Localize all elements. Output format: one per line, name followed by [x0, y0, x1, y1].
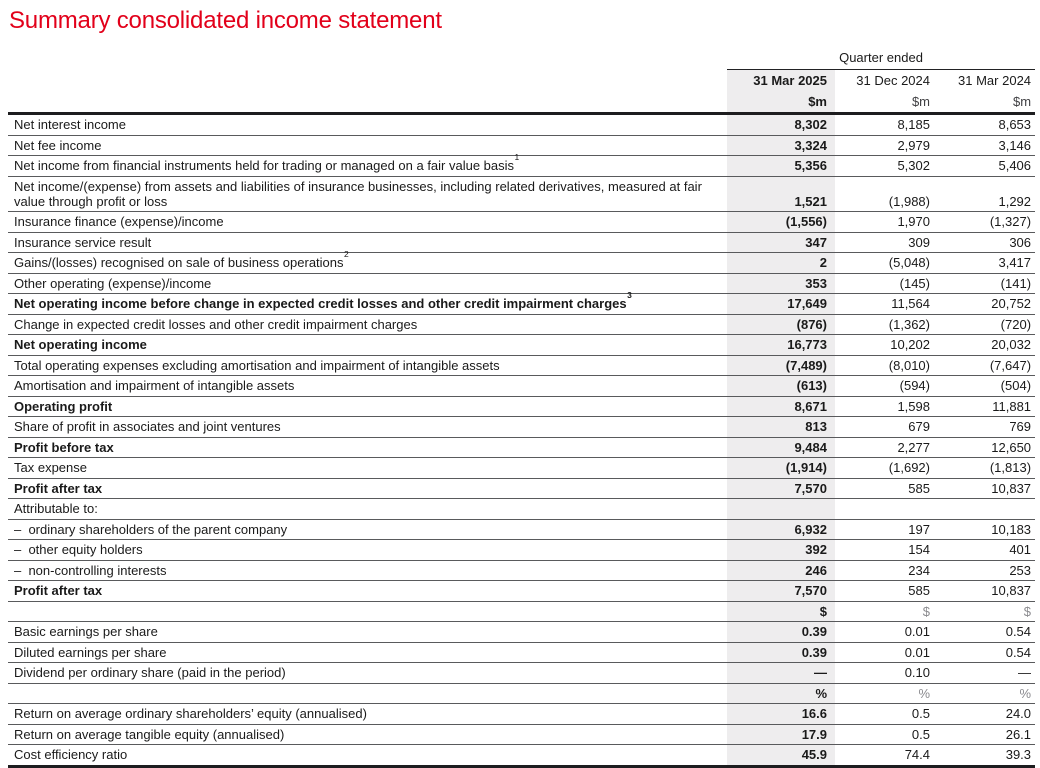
table-row	[8, 114, 1035, 136]
value-cell: %	[932, 683, 1035, 704]
row-label: Insurance service result	[8, 232, 727, 253]
row-label: Net fee income	[8, 135, 727, 156]
value-cell: (7,489)	[727, 355, 835, 376]
value-cell: 2,979	[835, 135, 932, 156]
column-header-31-mar-2025: 31 Mar 2025	[727, 70, 835, 92]
column-header-spacer	[8, 70, 727, 92]
value-cell: 11,564	[835, 294, 932, 315]
value-cell: 20,752	[932, 294, 1035, 315]
value-cell: 12,650	[932, 437, 1035, 458]
value-cell: 10,837	[932, 581, 1035, 602]
row-label: Other operating (expense)/income	[8, 273, 727, 294]
value-cell: 585	[835, 581, 932, 602]
value-cell: 306	[932, 232, 1035, 253]
table-row	[8, 745, 1035, 767]
value-cell: (5,048)	[835, 253, 932, 274]
value-cell: 309	[835, 232, 932, 253]
value-cell: 197	[835, 519, 932, 540]
row-label	[8, 601, 727, 622]
row-label: Cost efficiency ratio	[8, 745, 727, 767]
value-cell: 7,570	[727, 478, 835, 499]
row-label: – other equity holders	[8, 540, 727, 561]
value-cell: %	[727, 683, 835, 704]
value-cell: $	[932, 601, 1035, 622]
value-cell: 253	[932, 560, 1035, 581]
group-header-spacer	[8, 47, 727, 70]
table-row	[8, 212, 1035, 233]
row-label: Net operating income	[8, 335, 727, 356]
table-header	[8, 47, 1035, 114]
value-cell: (141)	[932, 273, 1035, 294]
value-cell: 0.54	[932, 642, 1035, 663]
table-row	[8, 232, 1035, 253]
table-row	[8, 176, 1035, 212]
unit-header-prior1: $m	[835, 91, 932, 114]
table-row	[8, 294, 1035, 315]
column-header-row	[8, 70, 1035, 92]
value-cell: (1,692)	[835, 458, 932, 479]
value-cell: (1,813)	[932, 458, 1035, 479]
value-cell: 8,185	[835, 114, 932, 136]
value-cell: %	[835, 683, 932, 704]
table-row	[8, 314, 1035, 335]
row-label: Share of profit in associates and joint ventures	[8, 417, 727, 438]
table-row	[8, 135, 1035, 156]
table-row	[8, 704, 1035, 725]
value-cell: (8,010)	[835, 355, 932, 376]
column-header-31-dec-2024: 31 Dec 2024	[856, 73, 930, 88]
value-cell: 5,356	[727, 156, 835, 177]
value-cell: (1,327)	[932, 212, 1035, 233]
value-cell: 10,202	[835, 335, 932, 356]
value-cell: 0.39	[727, 642, 835, 663]
value-cell: 769	[932, 417, 1035, 438]
row-label: Dividend per ordinary share (paid in the period)	[8, 663, 727, 684]
table-row	[8, 355, 1035, 376]
value-cell: 347	[727, 232, 835, 253]
value-cell: 16.6	[727, 704, 835, 725]
row-label: Total operating expenses excluding amortisation and impairment of intangible assets	[8, 355, 727, 376]
table-row	[8, 156, 1035, 177]
value-cell: (1,914)	[727, 458, 835, 479]
unit-header-prior2: $m	[932, 91, 1035, 114]
row-label: – non-controlling interests	[8, 560, 727, 581]
value-cell: 0.39	[727, 622, 835, 643]
row-label: Return on average tangible equity (annualised)	[8, 724, 727, 745]
row-label: Diluted earnings per share	[8, 642, 727, 663]
value-cell: (145)	[835, 273, 932, 294]
value-cell: 353	[727, 273, 835, 294]
group-header-row	[8, 47, 1035, 70]
value-cell: 3,324	[727, 135, 835, 156]
income-statement-table	[8, 47, 1035, 768]
table-row	[8, 335, 1035, 356]
value-cell	[835, 499, 932, 520]
value-cell: (720)	[932, 314, 1035, 335]
value-cell: 24.0	[932, 704, 1035, 725]
table-body	[8, 114, 1035, 767]
value-cell: 1,292	[932, 176, 1035, 212]
value-cell: 8,653	[932, 114, 1035, 136]
value-cell: $	[835, 601, 932, 622]
value-cell: 154	[835, 540, 932, 561]
value-cell: 1,970	[835, 212, 932, 233]
table-row	[8, 253, 1035, 274]
table-row	[8, 581, 1035, 602]
value-cell: 0.01	[835, 642, 932, 663]
row-label: Net income/(expense) from assets and liabilities of insurance businesses, including related derivatives, measured at fair value through profit or loss	[8, 176, 727, 212]
row-label: Profit after tax	[8, 478, 727, 499]
value-cell: 26.1	[932, 724, 1035, 745]
value-cell: 401	[932, 540, 1035, 561]
value-cell: 2,277	[835, 437, 932, 458]
value-cell	[727, 499, 835, 520]
table-row	[8, 560, 1035, 581]
value-cell: 17,649	[727, 294, 835, 315]
value-cell: 6,932	[727, 519, 835, 540]
group-header-label: Quarter ended	[727, 47, 1035, 70]
value-cell: 3,417	[932, 253, 1035, 274]
footnote-marker: 1	[514, 151, 520, 162]
value-cell: (876)	[727, 314, 835, 335]
value-cell: 2	[727, 253, 835, 274]
value-cell: 9,484	[727, 437, 835, 458]
row-label: Net operating income before change in expected credit losses and other credit impairment charges$^3$	[8, 294, 727, 315]
value-cell: 234	[835, 560, 932, 581]
value-cell: 813	[727, 417, 835, 438]
table-row	[8, 417, 1035, 438]
value-cell: (504)	[932, 376, 1035, 397]
value-cell: —	[727, 663, 835, 684]
table-row	[8, 458, 1035, 479]
value-cell: 74.4	[835, 745, 932, 767]
table-row	[8, 642, 1035, 663]
column-header-31-mar-2024: 31 Mar 2024	[958, 73, 1032, 88]
row-label: Insurance finance (expense)/income	[8, 212, 727, 233]
table-row	[8, 663, 1035, 684]
unit-row	[8, 601, 1035, 622]
unit-header-spacer	[8, 91, 727, 114]
table-row	[8, 396, 1035, 417]
value-cell: 11,881	[932, 396, 1035, 417]
table-row	[8, 622, 1035, 643]
value-cell: (1,362)	[835, 314, 932, 335]
value-cell: 5,302	[835, 156, 932, 177]
row-label: Return on average ordinary shareholders’ equity (annualised)	[8, 704, 727, 725]
table-row	[8, 478, 1035, 499]
footnote-marker: 2	[344, 248, 349, 259]
row-label: Attributable to:	[8, 499, 727, 520]
value-cell: (7,647)	[932, 355, 1035, 376]
row-label: Amortisation and impairment of intangible assets	[8, 376, 727, 397]
value-cell: 1,521	[727, 176, 835, 212]
row-label: Net interest income	[8, 114, 727, 136]
unit-header-current: $m	[727, 91, 835, 114]
table-row	[8, 273, 1035, 294]
row-label: Operating profit	[8, 396, 727, 417]
value-cell: 679	[835, 417, 932, 438]
table-row	[8, 540, 1035, 561]
page-title: Summary consolidated income statement	[9, 7, 442, 34]
value-cell: 17.9	[727, 724, 835, 745]
table-row	[8, 437, 1035, 458]
value-cell: 0.5	[835, 704, 932, 725]
value-cell: 585	[835, 478, 932, 499]
row-label: Gains/(losses) recognised on sale of business operations$^2$	[8, 253, 727, 274]
table-row	[8, 499, 1035, 520]
value-cell	[932, 499, 1035, 520]
value-cell: —	[932, 663, 1035, 684]
value-cell: 0.10	[835, 663, 932, 684]
value-cell: 8,671	[727, 396, 835, 417]
value-cell: 0.5	[835, 724, 932, 745]
value-cell: 7,570	[727, 581, 835, 602]
value-cell: 0.01	[835, 622, 932, 643]
row-label: Profit before tax	[8, 437, 727, 458]
value-cell: (613)	[727, 376, 835, 397]
value-cell: 45.9	[727, 745, 835, 767]
value-cell: (1,988)	[835, 176, 932, 212]
value-cell: 10,837	[932, 478, 1035, 499]
value-cell: 3,146	[932, 135, 1035, 156]
value-cell: 5,406	[932, 156, 1035, 177]
table-row	[8, 376, 1035, 397]
footnote-marker: 3	[627, 289, 632, 300]
value-cell: 1,598	[835, 396, 932, 417]
value-cell: 16,773	[727, 335, 835, 356]
value-cell: 8,302	[727, 114, 835, 136]
value-cell: $	[727, 601, 835, 622]
row-label: Basic earnings per share	[8, 622, 727, 643]
row-label: Tax expense	[8, 458, 727, 479]
value-cell: 246	[727, 560, 835, 581]
value-cell: 0.54	[932, 622, 1035, 643]
value-cell: 20,032	[932, 335, 1035, 356]
value-cell: (594)	[835, 376, 932, 397]
unit-header-row	[8, 91, 1035, 114]
row-label: Profit after tax	[8, 581, 727, 602]
row-label: Change in expected credit losses and other credit impairment charges	[8, 314, 727, 335]
value-cell: 392	[727, 540, 835, 561]
row-label: Net income from financial instruments held for trading or managed on a fair value basis$^1$	[8, 156, 727, 177]
table-row	[8, 724, 1035, 745]
row-label	[8, 683, 727, 704]
unit-row	[8, 683, 1035, 704]
value-cell: 10,183	[932, 519, 1035, 540]
row-label: – ordinary shareholders of the parent company	[8, 519, 727, 540]
value-cell: (1,556)	[727, 212, 835, 233]
table-row	[8, 519, 1035, 540]
value-cell: 39.3	[932, 745, 1035, 767]
